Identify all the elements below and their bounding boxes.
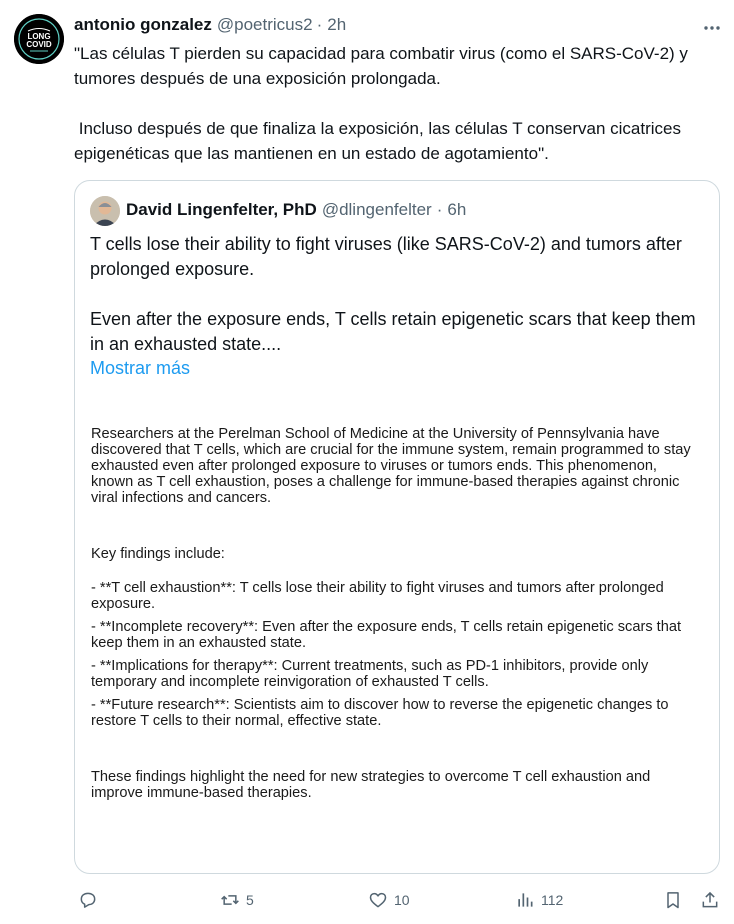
share-button[interactable] xyxy=(700,890,720,910)
author-handle[interactable]: @poetricus2 xyxy=(216,15,313,34)
doc-key-heading: Key findings include: xyxy=(91,546,225,562)
quote-separator: · xyxy=(436,200,443,219)
show-more-link[interactable]: Mostrar más xyxy=(90,358,191,378)
doc-finding: - **Future research**: Scientists aim to discover how to reverse the epigenetic changes to restore T cells to their normal, effective state. xyxy=(91,697,669,729)
avatar[interactable] xyxy=(14,14,64,64)
views-button[interactable] xyxy=(515,890,563,910)
reply-button[interactable] xyxy=(78,890,104,910)
like-button[interactable] xyxy=(368,890,410,910)
long-covid-logo xyxy=(14,14,64,64)
heart-icon xyxy=(368,890,388,910)
doc-finding: - **T cell exhaustion**: T cells lose their ability to fight viruses and tumors after prolonged exposure. xyxy=(91,580,664,612)
views-chart-icon xyxy=(515,890,535,910)
tweet-text: "Las células T pierden su capacidad para combatir virus (como el SARS-CoV-2) y tumores después de una exposición prolongada. Incluso después de que finaliza la exposición, las células T conservan cicatrices epigenéticas que las mantienen en un estado de agotamiento". xyxy=(74,44,688,163)
bookmark-icon xyxy=(663,890,683,910)
quote-avatar[interactable] xyxy=(90,196,120,226)
quote-timestamp[interactable]: 6h xyxy=(447,200,467,219)
doc-intro: Researchers at the Perelman School of Medicine at the University of Pennsylvania have discovered that T cells, which are crucial for the immune system, remain programmed to stay exhausted even after prolonged exposure to viruses or tumors ends. This phenomenon, known as T cell exhaustion, poses a challenge for immune-based therapies against chronic viral infections and cancers. xyxy=(91,426,691,506)
quote-author-name[interactable]: David Lingenfelter, PhD xyxy=(126,200,317,219)
quoted-tweet[interactable] xyxy=(74,180,720,874)
reply-icon xyxy=(78,890,98,910)
doc-finding: - **Incomplete recovery**: Even after the exposure ends, T cells retain epigenetic scars that keep them in an exhausted state. xyxy=(91,619,682,651)
separator: · xyxy=(316,15,323,34)
tweet-header xyxy=(74,14,720,36)
doc-finding: - **Implications for therapy**: Current treatments, such as PD-1 inhibitors, provide only temporary and incomplete reinvigoration of exhausted T cells. xyxy=(91,658,649,690)
quote-header xyxy=(126,200,466,220)
retweet-button[interactable] xyxy=(220,890,254,910)
doc-conclusion: These findings highlight the need for new strategies to overcome T cell exhaustion and improve immune-based therapies. xyxy=(91,769,651,801)
attached-document-image[interactable] xyxy=(91,426,701,801)
views-count: 112 xyxy=(541,892,564,908)
timestamp[interactable]: 2h xyxy=(327,15,347,34)
action-bar xyxy=(74,890,722,920)
author-name[interactable]: antonio gonzalez xyxy=(74,15,212,34)
logo-text-top: LONG xyxy=(27,32,51,41)
bookmark-button[interactable] xyxy=(663,890,683,910)
quote-author-handle[interactable]: @dlingenfelter xyxy=(321,200,432,219)
more-options-icon[interactable] xyxy=(702,18,722,43)
retweet-count: 5 xyxy=(246,892,254,908)
like-count: 10 xyxy=(394,892,410,908)
retweet-icon xyxy=(220,890,240,910)
logo-text-bottom: COVID xyxy=(26,40,52,49)
quote-text: T cells lose their ability to fight viruses (like SARS-CoV-2) and tumors after prolonged exposure. Even after the exposure ends, T cells retain epigenetic scars that keep them in an exhausted state.... xyxy=(90,234,696,354)
share-icon xyxy=(700,890,720,910)
